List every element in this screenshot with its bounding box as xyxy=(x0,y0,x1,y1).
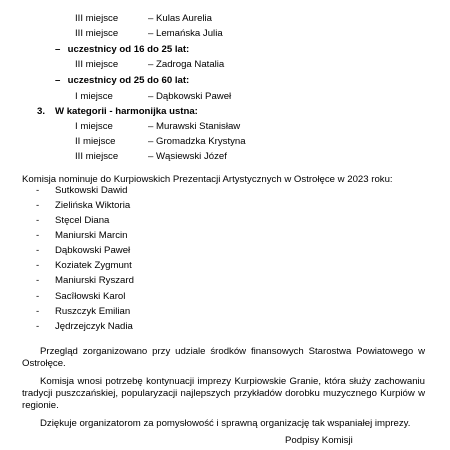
paragraph-funding: Przegląd zorganizowano przy udziale środków finansowych Starostwa Powiatowego w Ostrołęce. xyxy=(22,346,425,369)
nominee-name: Stęcel Diana xyxy=(55,215,110,226)
nominee-dash: - xyxy=(36,185,40,196)
nominee-name: Sacîłowski Karol xyxy=(55,291,126,302)
nominee-name: Sutkowski Dawid xyxy=(55,185,128,196)
nominee-name: Dąbkowski Paweł xyxy=(55,245,131,256)
result-name: – Kulas Aurelia xyxy=(148,13,212,24)
result-place: I miejsce xyxy=(75,91,113,102)
category-heading-16-25 xyxy=(55,44,189,56)
category-label: uczestnicy od 16 do 25 lat: xyxy=(67,44,190,55)
result-name: – Zadroga Natalia xyxy=(148,59,225,70)
result-name: – Gromadzka Krystyna xyxy=(148,136,246,147)
nominee-dash: - xyxy=(36,291,40,302)
result-place: III miejsce xyxy=(75,28,119,39)
paragraph-continuation: Komisja wnosi potrzebę kontynuacji imprezy Kurpiowskie Granie, która służy zachowaniu tradycji puszczańskiej, popularyzacji najlepszych przykładów dorobku muzycznego Kurpiów w regionie. xyxy=(22,376,425,411)
nominee-dash: - xyxy=(36,275,40,286)
result-place: III miejsce xyxy=(75,59,119,70)
result-place: II miejsce xyxy=(75,136,116,147)
result-place: I miejsce xyxy=(75,121,113,132)
dash-bullet: – xyxy=(55,44,61,55)
signature: Podpisy Komisji xyxy=(285,435,353,446)
dash-bullet: – xyxy=(55,75,61,86)
result-name: – Dąbkowski Paweł xyxy=(148,91,232,102)
nominee-dash: - xyxy=(36,321,40,332)
paragraph-thanks: Dziękuje organizatorom za pomysłowość i sprawną organizację tak wspaniałej imprezy. xyxy=(40,418,411,429)
nominee-dash: - xyxy=(36,306,40,317)
category-heading-25-60 xyxy=(55,75,189,87)
nominee-name: Maniurski Ryszard xyxy=(55,275,134,286)
category-label: uczestnicy od 25 do 60 lat: xyxy=(67,75,190,86)
result-place: III miejsce xyxy=(75,13,119,24)
result-name: – Lemańska Julia xyxy=(148,28,223,39)
nominee-name: Maniurski Marcin xyxy=(55,230,128,241)
nominee-dash: - xyxy=(36,200,40,211)
nominee-dash: - xyxy=(36,215,40,226)
nominee-dash: - xyxy=(36,230,40,241)
nomination-intro: Komisja nominuje do Kurpiowskich Prezentacji Artystycznych w Ostrołęce w 2023 roku: xyxy=(22,174,393,185)
nominee-name: Ruszczyk Emilian xyxy=(55,306,131,317)
result-name: – Murawski Stanisław xyxy=(148,121,241,132)
nominee-name: Jędrzejczyk Nadia xyxy=(55,321,133,332)
section-3-title: W kategorii - harmonijka ustna: xyxy=(55,106,198,117)
nominee-dash: - xyxy=(36,245,40,256)
nominee-dash: - xyxy=(36,260,40,271)
nominee-name: Koziatek Zygmunt xyxy=(55,260,132,271)
nominee-name: Zielińska Wiktoria xyxy=(55,200,131,211)
result-name: – Wąsiewski Józef xyxy=(148,151,227,162)
result-place: III miejsce xyxy=(75,151,119,162)
section-3-number: 3. xyxy=(37,106,46,117)
